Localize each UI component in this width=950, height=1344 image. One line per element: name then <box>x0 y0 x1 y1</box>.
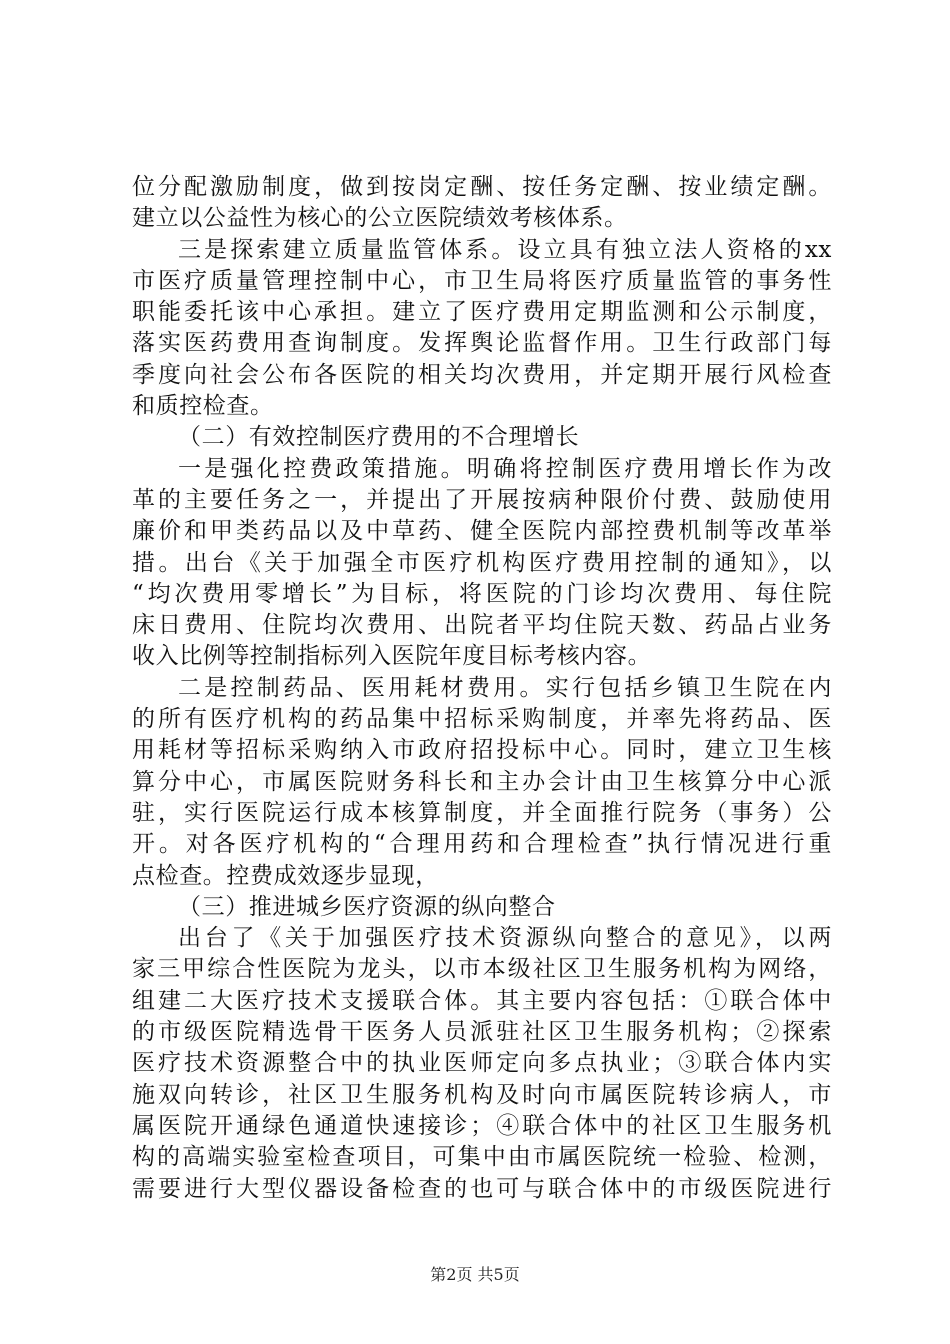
text-line: 算分中心，市属医院财务科长和主办会计由卫生核算分中心派 <box>132 768 832 795</box>
text-line: 施双向转诊，社区卫生服务机构及时向市属医院转诊病人，市 <box>132 1081 832 1108</box>
text-line: 建立以公益性为核心的公立医院绩效考核体系。 <box>132 205 628 232</box>
page-footer: 第2页 共5页 <box>430 1265 520 1284</box>
section-heading: （三）推进城乡医疗资源的纵向整合 <box>178 893 556 920</box>
text-line: 和质控检查。 <box>132 393 274 420</box>
text-line: 驻，实行医院运行成本核算制度，并全面推行院务（事务）公 <box>132 799 832 826</box>
text-line: 市医疗质量管理控制中心，市卫生局将医疗质量监管的事务性 <box>132 267 832 294</box>
text-line: 的所有医疗机构的药品集中招标采购制度，并率先将药品、医 <box>132 706 832 733</box>
text-line: 家三甲综合性医院为龙头，以市本级社区卫生服务机构为网络， <box>132 956 832 983</box>
text-line: 开。对各医疗机构的“合理用药和合理检查”执行情况进行重 <box>132 831 832 858</box>
text-line: 需要进行大型仪器设备检查的也可与联合体中的市级医院进行 <box>132 1175 832 1202</box>
text-line: 三是探索建立质量监管体系。设立具有独立法人资格的xx <box>178 236 832 263</box>
text-line: 床日费用、住院均次费用、出院者平均住院天数、药品占业务 <box>132 612 832 639</box>
text-line: 用耗材等招标采购纳入市政府招投标中心。同时，建立卫生核 <box>132 737 832 764</box>
text-line: 廉价和甲类药品以及中草药、健全医院内部控费机制等改革举 <box>132 518 832 545</box>
text-line: 出台了《关于加强医疗技术资源纵向整合的意见》，以两 <box>178 925 832 952</box>
text-line: 位分配激励制度，做到按岗定酬、按任务定酬、按业绩定酬。 <box>132 174 832 200</box>
text-line: 落实医药费用查询制度。发挥舆论监督作用。卫生行政部门每 <box>132 330 832 357</box>
text-line: 收入比例等控制指标列入医院年度目标考核内容。 <box>132 643 652 670</box>
text-line: 医疗技术资源整合中的执业医师定向多点执业；③联合体内实 <box>132 1050 832 1077</box>
text-line: 一是强化控费政策措施。明确将控制医疗费用增长作为改 <box>178 455 832 482</box>
text-line: 属医院开通绿色通道快速接诊；④联合体中的社区卫生服务机 <box>132 1112 832 1139</box>
text-line: 职能委托该中心承担。建立了医疗费用定期监测和公示制度， <box>132 299 832 326</box>
text-line: 构的高端实验室检查项目，可集中由市属医院统一检验、检测， <box>132 1144 832 1171</box>
text-line: 的市级医院精选骨干医务人员派驻社区卫生服务机构；②探索 <box>132 1019 832 1046</box>
text-line: 措。出台《关于加强全市医疗机构医疗费用控制的通知》，以 <box>132 549 832 576</box>
text-line: “均次费用零增长”为目标，将医院的门诊均次费用、每住院 <box>132 580 832 607</box>
text-line: 季度向社会公布各医院的相关均次费用，并定期开展行风检查 <box>132 361 832 388</box>
text-line: 二是控制药品、医用耗材费用。实行包括乡镇卫生院在内 <box>178 674 832 701</box>
text-line: 组建二大医疗技术支援联合体。其主要内容包括：①联合体中 <box>132 987 832 1014</box>
section-heading: （二）有效控制医疗费用的不合理增长 <box>178 424 580 451</box>
text-line: 革的主要任务之一，并提出了开展按病种限价付费、鼓励使用 <box>132 486 832 513</box>
text-line: 点检查。控费成效逐步显现， <box>132 862 439 889</box>
document-body <box>132 172 832 1205</box>
